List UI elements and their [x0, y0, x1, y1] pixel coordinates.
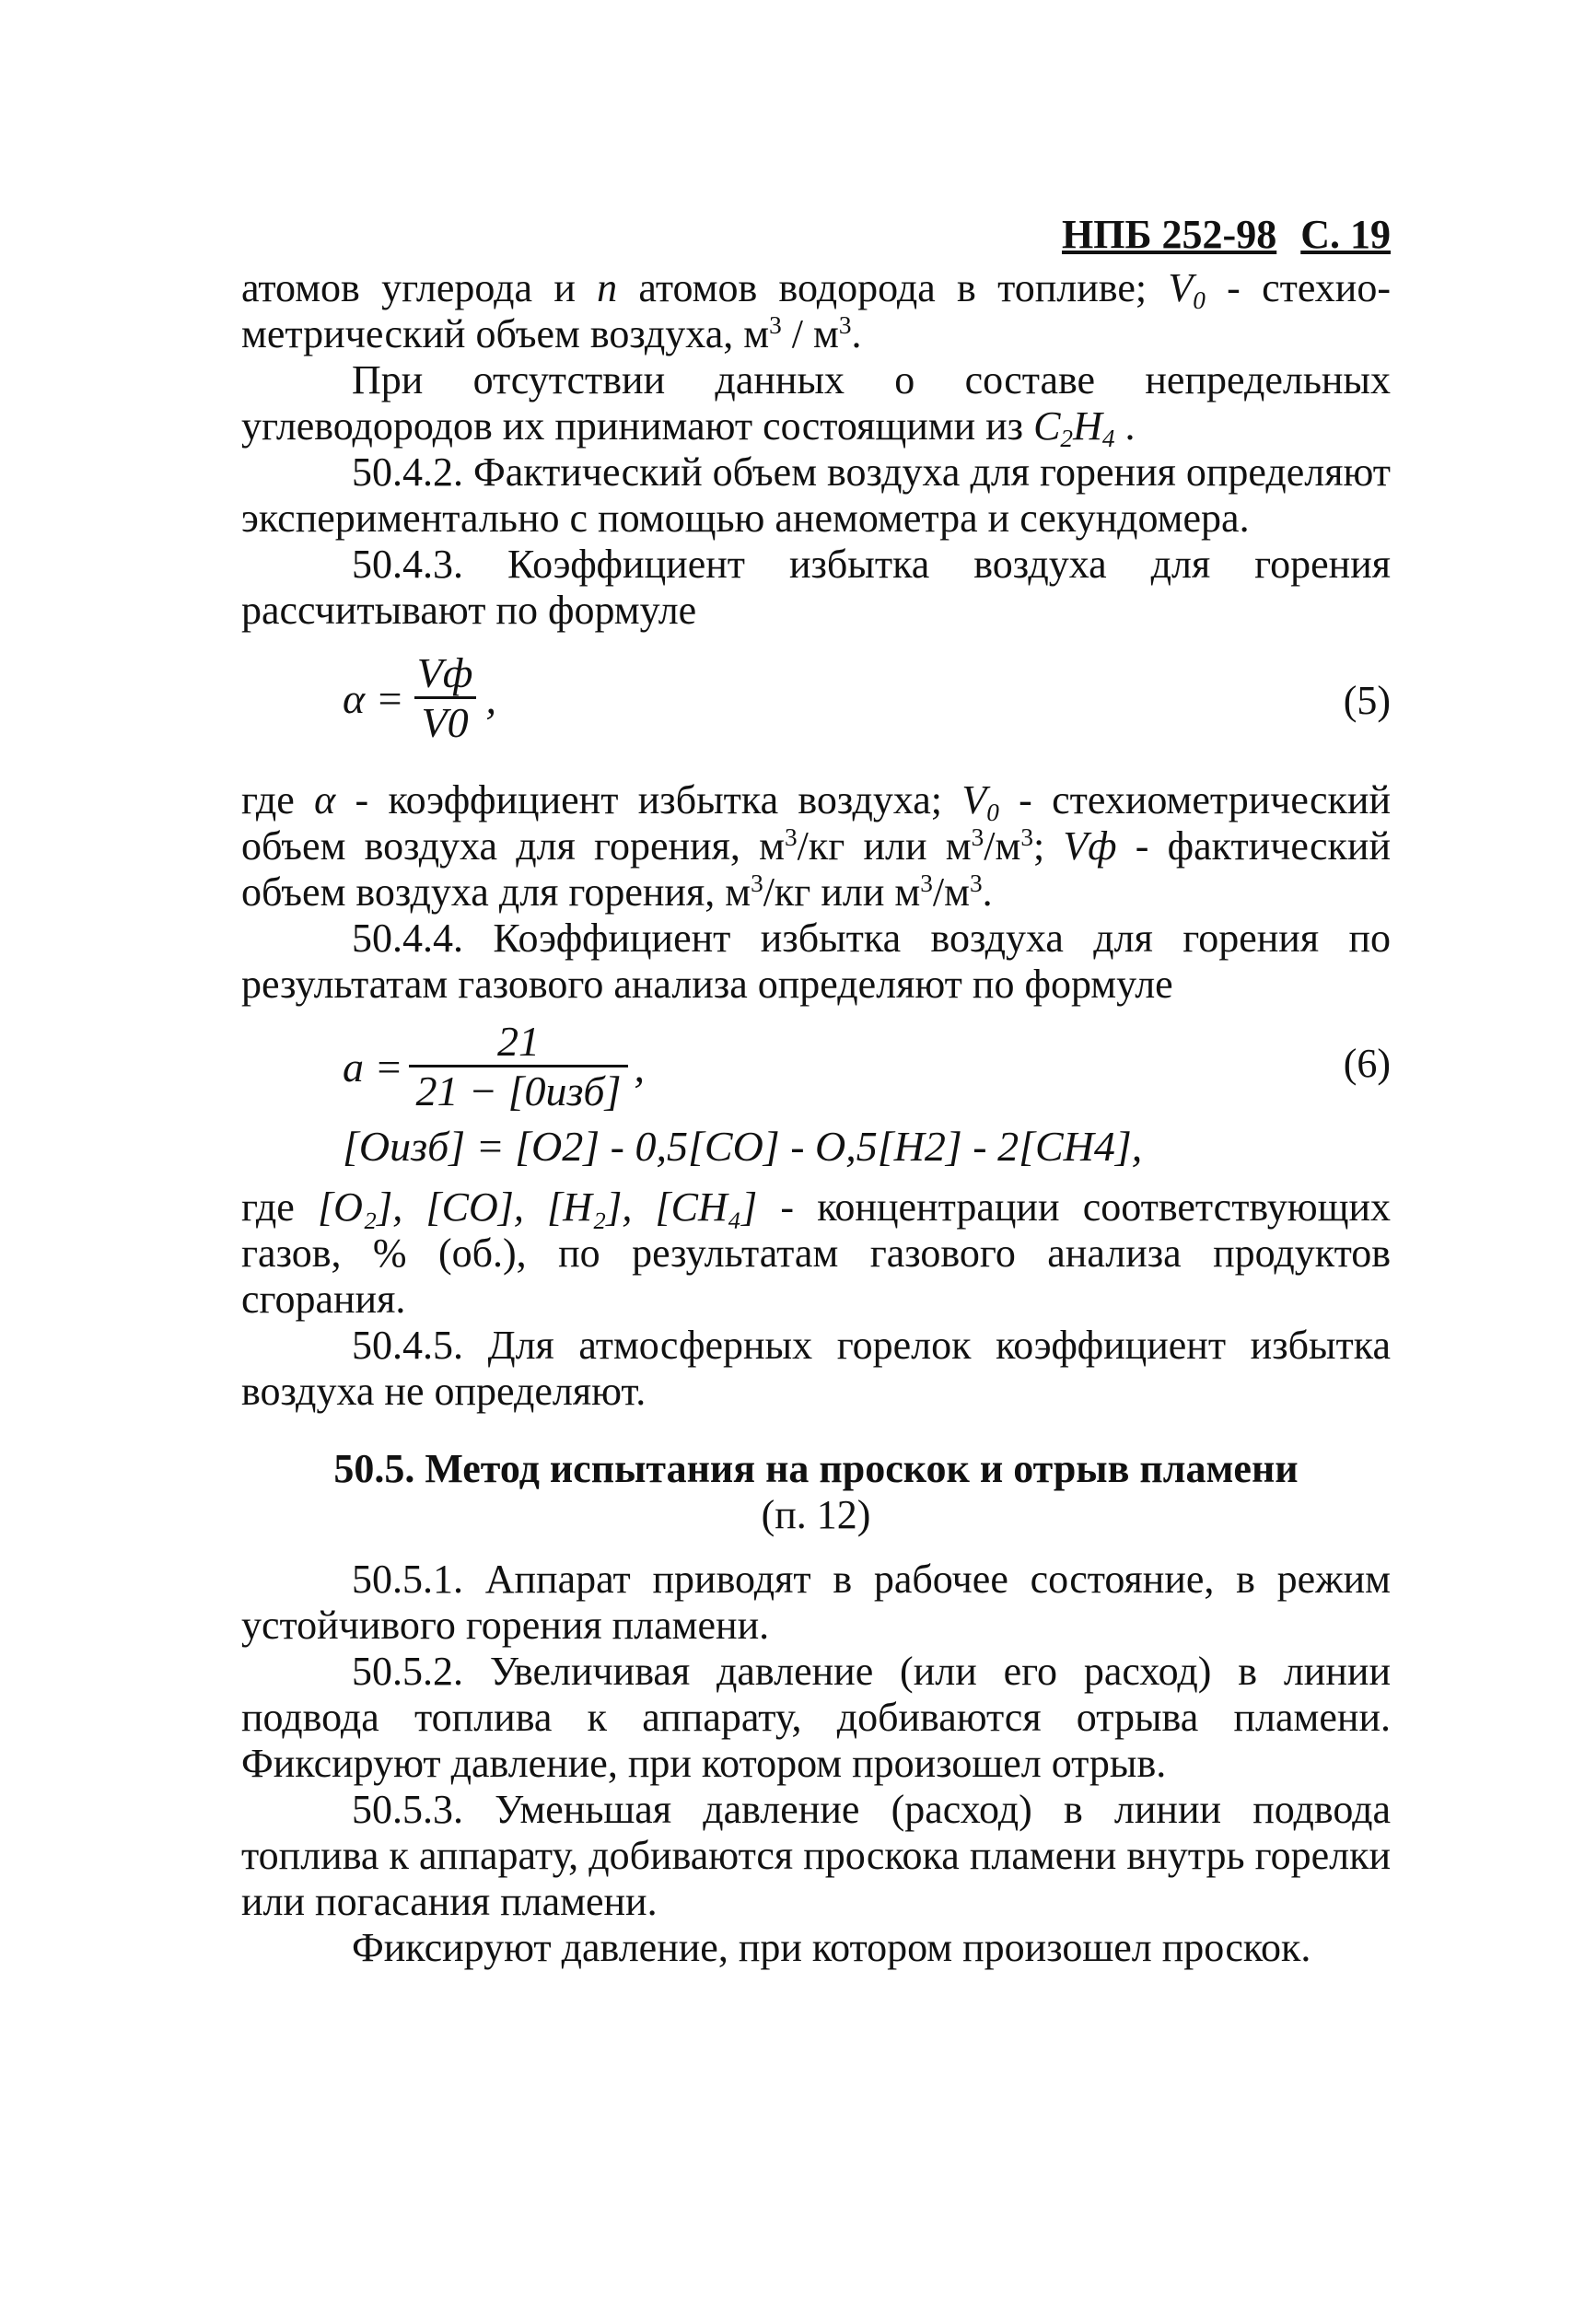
paragraph-fix-pressure: Фиксируют давление, при котором произошел проскок. [352, 1925, 1311, 1970]
formula-5: α = $\frac{Vф}{V0}$ , (5) [343, 649, 1391, 746]
formula-6: a = $\frac{21}{\text{21 − [0изб]}}$ , (6) [343, 1018, 1391, 1114]
equation-number-6: (6) [1343, 1041, 1391, 1086]
paragraph-50-5-3: 50.5.3. Уменьшая давление (расход) в линии подвода топлива к аппарату, добиваются проскока пламени внутрь горелки или погасания пламени. [241, 1787, 1391, 1924]
formula-6-numerator: 21 [497, 1018, 541, 1065]
paragraph-where-concentrations: где [O₂], [CO], [H₂], [CH₄] - концентрации соответствующих газов, % (об.), по результатам газового анализа продуктов сгорания. [241, 1184, 1392, 1322]
formula-5-numerator: Vф [416, 649, 473, 696]
section-title: 50.5. Метод испытания на проскок и отрыв пламени [333, 1446, 1299, 1491]
page-header [241, 212, 1391, 258]
paragraph-50-4-3: 50.4.3. Коэффициент избытка воздуха для горения рассчитывают по формуле [241, 542, 1391, 633]
paragraph-50-5-2: 50.5.2. Увеличивая давление (или его расход) в линии подвода топлива к аппарату, добиваются отрыва пламени. Фиксируют давление, при котором произошел отрыв. [241, 1649, 1391, 1786]
formula-6-denominator: 21 − [0изб] [409, 1065, 629, 1115]
formula-5-denominator: V0 [414, 696, 476, 747]
formula-6-definition: [Oизб] = [O2] - 0,5[CO] - O,5[H2] - 2[CH4], [343, 1123, 1143, 1170]
doc-code: НПБ 252-98 [1062, 212, 1277, 257]
equation-number-5: (5) [1343, 678, 1391, 723]
paragraph-continued: атомов углерода и n атомов водорода в топливе; $V_0$ - стехио-метрический объем воздуха, $м^3 / м^3$. [241, 265, 1392, 356]
formula-5-lhs: α = [343, 674, 404, 722]
formula-6-fraction [409, 1019, 629, 1115]
formula-5-fraction [410, 650, 481, 747]
paragraph-50-4-4: 50.4.4. Коэффициент избытка воздуха для горения по результатам газового анализа определяют по формуле [241, 916, 1391, 1007]
page-number: С. 19 [1300, 212, 1391, 257]
formula-6-lhs: a = [343, 1043, 403, 1091]
paragraph-50-4-2: 50.4.2. Фактический объем воздуха для горения определяют экспериментально с помощью анемометра и секундомера. [241, 449, 1391, 541]
paragraph-50-5-1: 50.5.1. Аппарат приводят в рабочее состояние, в режим устойчивого горения пламени. [241, 1557, 1391, 1648]
paragraph-where-alpha: где α - коэффициент избытка воздуха; $V_0$ - стехиометрический объем воздуха для горения, $м^3/кг$ или $м^3/м^3$; Vф - фактический объем воздуха для горения, $м^3/кг$ или $м^3/м^3$. [241, 777, 1391, 915]
document-page [241, 212, 1391, 1971]
paragraph-50-4-5: 50.4.5. Для атмосферных горелок коэффициент избытка воздуха не определяют. [241, 1323, 1391, 1414]
section-reference: (п. 12) [761, 1492, 871, 1537]
paragraph-unsaturated-hydrocarbons: При отсутствии данных о составе непредельных углеводородов их принимают состоящими из $C_2H_4$ . [241, 357, 1391, 453]
